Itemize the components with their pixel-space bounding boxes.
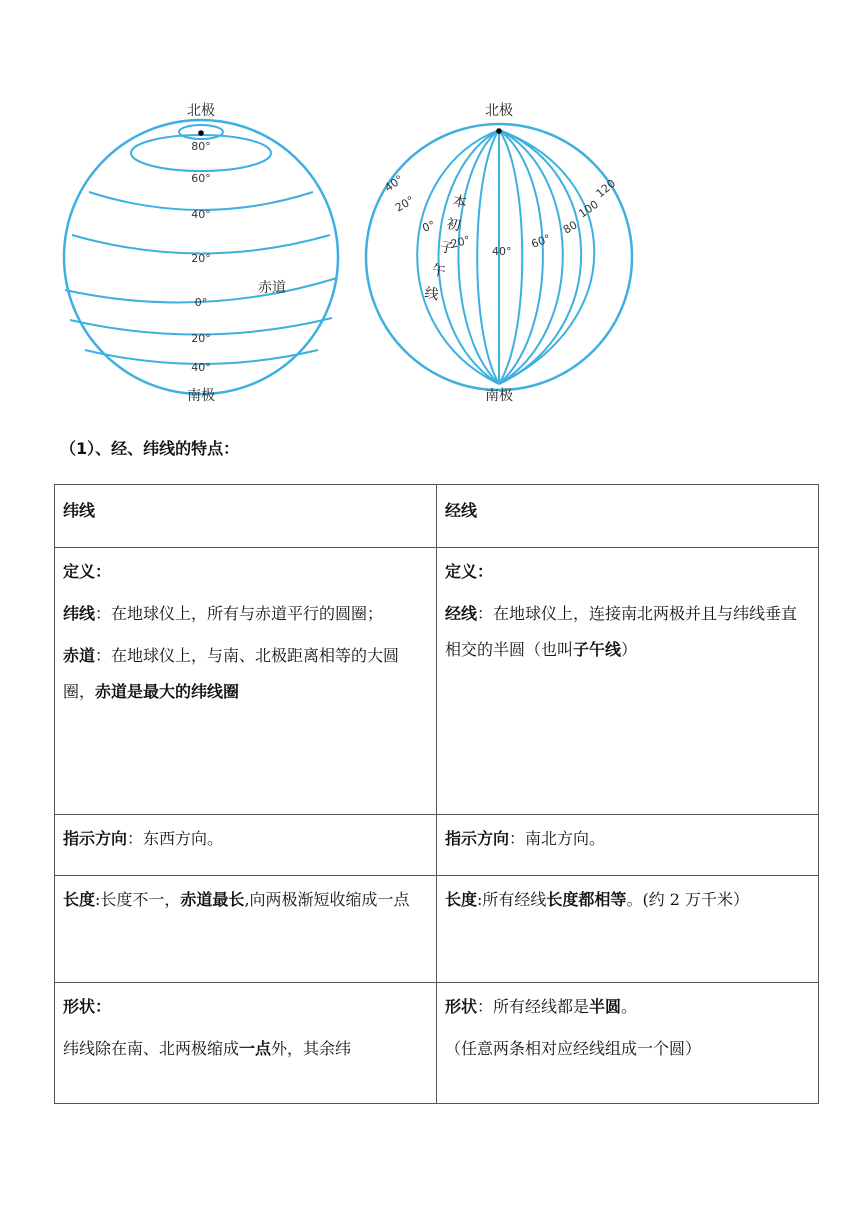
direction-label: 指示方向 [445,829,510,848]
table-row [55,485,819,548]
lat-shape-a: 纬线除在南、北两极缩成 [63,1039,240,1058]
lon-shape-b: 。 [621,997,638,1016]
globe-figure [0,0,860,420]
prime-meridian-label-4: 午 [430,262,447,281]
lon-label-e40: 40° [492,245,512,258]
prime-meridian-label-2: 初 [445,216,462,235]
lat-label-80: 80° [191,140,211,153]
lon-def-text: ：在地球仪上，连接南北两极并且与纬线垂直相交的半圆（也叫 [445,604,798,659]
lon-def-bold: 子午线 [573,640,622,659]
lat-shape-b: 外，其余纬 [271,1039,352,1058]
lat-label-20: 20° [191,252,211,265]
lat-label-40: 40° [191,208,211,221]
col2-header-cell [437,485,819,548]
table-row [55,876,819,983]
lon-length-a: :所有经线 [477,890,547,909]
lat-length-b: ,向两极渐短收缩成一点 [244,890,410,909]
lat-label-s40: 40° [191,361,211,374]
globe-diagrams [0,0,860,420]
prime-meridian-label-3: 子 [438,239,455,258]
lat-length-a: :长度不一， [95,890,181,909]
lat-label-s20: 20° [191,332,211,345]
lon-shape-bold: 半圆 [589,997,622,1016]
right-north-label: 北极 [485,103,513,119]
lat-definition-cell [55,548,437,815]
north-pole-dot [198,130,204,136]
lat-length-bold: 赤道最长 [180,890,245,909]
lon-shape-note: （任意两条相对应经线组成一个圆） [445,1039,702,1058]
eq-bold: 赤道是最大的纬线圈 [95,682,240,701]
eq-text: ：在地球仪上，与南、北极距离相等的大圆圈， [63,646,400,701]
lat-shape-cell [55,983,437,1104]
col1-header-cell [55,485,437,548]
lat-20-line [72,235,330,254]
table-row [55,548,819,815]
lon-label-e80: 80 [561,218,580,237]
lon-def-end: ） [621,640,638,659]
length-label: 长度 [63,890,96,909]
lat-def-text: ：在地球仪上，所有与赤道平行的圆圈； [95,604,384,623]
lat-direction: ：东西方向。 [127,829,224,848]
lon-label-e120: 120 [593,176,619,201]
section-heading: （1）、经、纬线的特点： [60,439,240,458]
shape-label: 形状 [63,997,96,1016]
lon-shape-cell [437,983,819,1104]
lat-shape-bold: 一点 [239,1039,272,1058]
col2-header: 经线 [445,501,478,520]
lat-def-term: 纬线 [63,604,96,623]
eq-term: 赤道 [63,646,96,665]
north-pole-dot-right [496,128,502,134]
table-row [55,815,819,876]
shape-label: 形状 [445,997,478,1016]
length-label: 长度 [445,890,478,909]
lon-def-term: 经线 [445,604,478,623]
definition-label: 定义： [63,562,112,581]
lon-definition-cell [437,548,819,815]
lon-label-e100: 100 [576,197,601,221]
equator-label: 赤道 [258,280,286,296]
direction-label: 指示方向 [63,829,128,848]
table-row [55,983,819,1104]
lat-direction-cell [55,815,437,876]
lon-length-bold: 长度都相等 [546,890,627,909]
lon-label-w20: 20° [393,193,417,215]
lon-label-e60: 60° [529,231,553,251]
definition-label: 定义： [445,562,494,581]
lon-direction-cell [437,815,819,876]
lon-direction: ：南北方向。 [509,829,606,848]
lat-lon-table [54,484,819,1104]
lon-label-0: 0° [420,218,437,235]
left-north-label: 北极 [187,103,215,119]
shape-colon: ： [95,997,112,1016]
lat-label-0: 0° [194,296,208,309]
right-south-label: 南极 [485,388,513,404]
lat-label-60: 60° [191,172,211,185]
lon-label-w40: 40° [382,172,406,195]
lon-label-e20: 20° [449,233,472,251]
lon-length-b: 。(约 2 万千米） [626,890,750,909]
prime-meridian-label-1: 本 [451,193,468,212]
col1-header: 纬线 [63,501,96,520]
lat-length-cell [55,876,437,983]
left-south-label: 南极 [187,388,215,404]
prime-meridian-label-5: 线 [423,285,440,304]
lon-shape-a: ：所有经线都是 [477,997,590,1016]
lon-length-cell [437,876,819,983]
